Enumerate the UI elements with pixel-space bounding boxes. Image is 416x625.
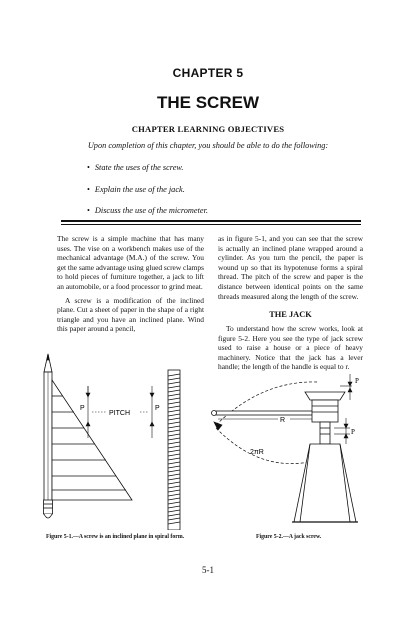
section-heading-jack: THE JACK — [269, 310, 312, 319]
pitch-label: PITCH — [109, 410, 130, 417]
figure-jack-screw — [200, 370, 370, 530]
objectives-heading: CHAPTER LEARNING OBJECTIVES — [131, 124, 285, 134]
bullet-icon: • — [87, 163, 90, 172]
objective-item — [87, 185, 185, 194]
body-paragraph: To understand how the screw works, look at figure 5-2. Here you see the type of jack screw used to raise a house or a piece of heavy machinery. Notice that the jack has a lever handle; the length of the handle is equal to r. — [218, 324, 363, 372]
pencil-illustration — [44, 354, 53, 518]
jack-column — [218, 324, 363, 372]
pitch-p-left-label: P — [80, 405, 85, 412]
chapter-title: THE SCREW — [157, 93, 259, 112]
section-divider — [61, 220, 361, 222]
objective-item — [87, 206, 208, 215]
jack-base — [292, 444, 358, 522]
body-column-right — [218, 234, 363, 301]
body-paragraph: as in figure 5-1, and you can see that the screw is actually an inclined plane wrapped around a cylinder. As you turn the pencil, the paper is wound up so that its hypotenuse forms a spiral thread. The pitch of the screw and paper is the distance between identical points on the same threads measured along the length of the screw. — [218, 234, 363, 301]
chapter-label: CHAPTER 5 — [172, 66, 244, 80]
jack-head — [305, 392, 345, 444]
page-number: 5-1 — [202, 565, 214, 575]
body-paragraph: A screw is a modification of the inclined plane. Cut a sheet of paper in the shape of a right triangle and you have an inclined plane. Wind this paper around a pencil, — [57, 295, 204, 334]
lever-handle — [212, 411, 321, 416]
figure-screw-inclined-plane — [34, 340, 184, 530]
pitch-top-label: P — [355, 377, 359, 385]
objective-item — [87, 163, 183, 172]
section-divider-thin — [61, 224, 361, 225]
handle-path-arc — [214, 382, 318, 464]
objective-text: State the uses of the screw. — [94, 163, 184, 172]
objective-text: Discuss the use of the micrometer. — [94, 206, 208, 215]
bullet-icon: • — [87, 206, 90, 215]
objective-text: Explain the use of the jack. — [94, 185, 185, 194]
figure-caption-5-1: Figure 5-1.—A screw is an inclined plane in spiral form. — [46, 534, 185, 540]
pitch-side-label: P — [351, 428, 355, 436]
paper-triangle — [52, 380, 132, 500]
threaded-rod — [168, 370, 180, 530]
pitch-p-right-label: P — [155, 405, 160, 412]
radius-label: R — [280, 417, 286, 424]
body-paragraph: The screw is a simple machine that has many uses. The vise on a workbench makes use of the mechanical advantage (M.A.) of the screw. You get the same advantage using glued screw clamps to hold pieces of furniture together, a jack to lift an automobile, or a food processor to grind meat. — [57, 234, 204, 291]
bullet-icon: • — [87, 185, 90, 194]
objectives-intro: Upon completion of this chapter, you should be able to do the following: — [87, 141, 329, 150]
figure-caption-5-2: Figure 5-2.—A jack screw. — [256, 534, 322, 540]
circumference-label: 2πR — [250, 449, 264, 456]
body-column-left — [57, 234, 204, 334]
